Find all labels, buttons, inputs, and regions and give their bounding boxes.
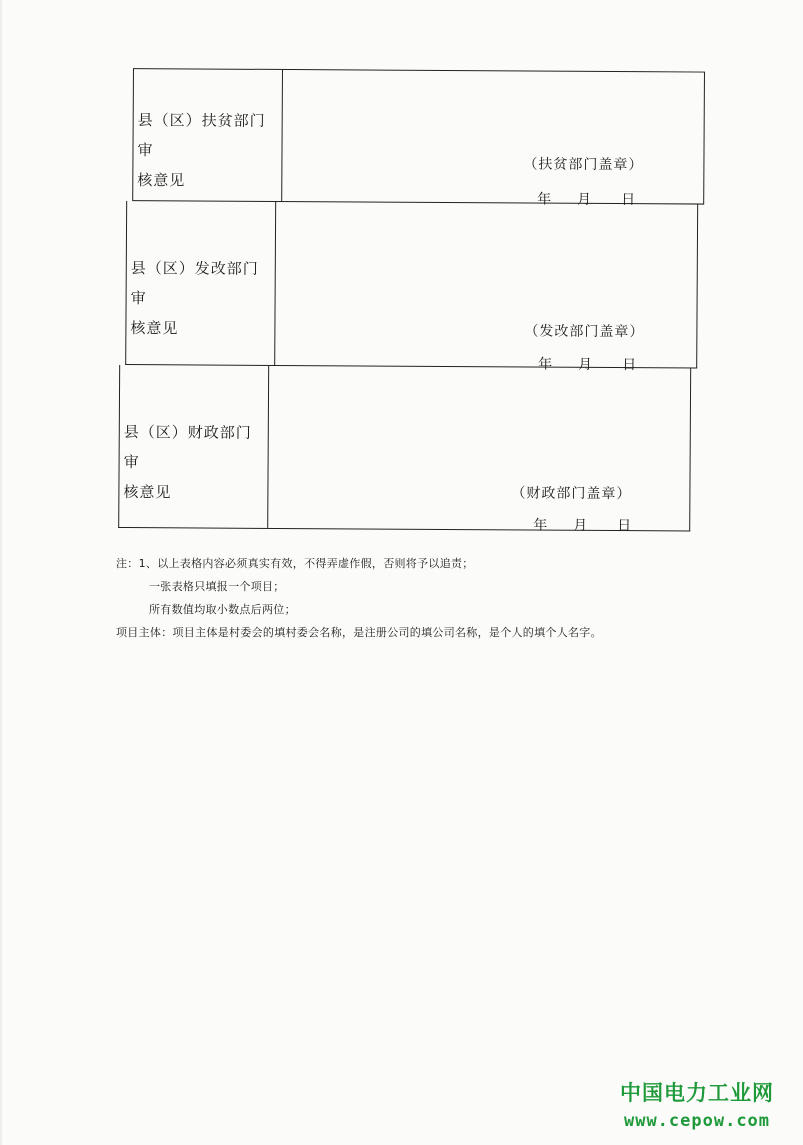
day-label: 日 (621, 192, 636, 209)
row-label (130, 253, 271, 344)
stamp-note: （扶贫部门盖章） (523, 156, 644, 174)
table-row-poverty-office (132, 68, 705, 209)
day-label: 日 (622, 357, 637, 374)
label-cell (133, 69, 283, 201)
day-label: 日 (617, 518, 632, 535)
note-line-2: 一张表格只填报一个项目； (149, 580, 285, 593)
date-line (533, 515, 631, 536)
row-label (123, 417, 264, 508)
row-label-line1: 县（区）扶贫部门审 (137, 111, 266, 160)
site-watermark (607, 1077, 787, 1131)
footnotes (116, 552, 676, 644)
scan-edge (0, 0, 3, 1145)
label-cell (126, 201, 276, 365)
year-label: 年 (533, 517, 548, 534)
note-line-3: 所有数值均取小数点后两位； (149, 603, 296, 616)
row-label-line2: 核意见 (123, 483, 172, 502)
review-opinion-table (118, 68, 695, 541)
year-label: 年 (537, 191, 552, 208)
watermark-url: www.cepow.com (623, 1111, 771, 1131)
month-label: 月 (577, 191, 592, 208)
row-label-line2: 核意见 (137, 171, 186, 190)
row-label (137, 105, 278, 196)
stamp-note: （发改部门盖章） (524, 323, 645, 341)
year-label: 年 (538, 356, 553, 373)
note-line-1: 注：1、以上表格内容必须真实有效，不得弄虚作假，否则将予以追责； (116, 557, 474, 570)
watermark-title: 中国电力工业网 (620, 1081, 774, 1105)
row-label-line1: 县（区）发改部门审 (130, 259, 259, 308)
stamp-note: （财政部门盖章） (511, 485, 632, 503)
row-label-line2: 核意见 (130, 319, 179, 338)
note-line-4: 项目主体：项目主体是村委会的填村委会名称，是注册公司的填公司名称，是个人的填个人名字。 (116, 626, 602, 639)
table-row-development-reform-office (125, 201, 698, 374)
label-cell (119, 365, 269, 528)
month-label: 月 (578, 356, 593, 373)
table-row-finance-office (118, 365, 691, 535)
month-label: 月 (573, 517, 588, 534)
row-label-line1: 县（区）财政部门审 (123, 423, 252, 472)
